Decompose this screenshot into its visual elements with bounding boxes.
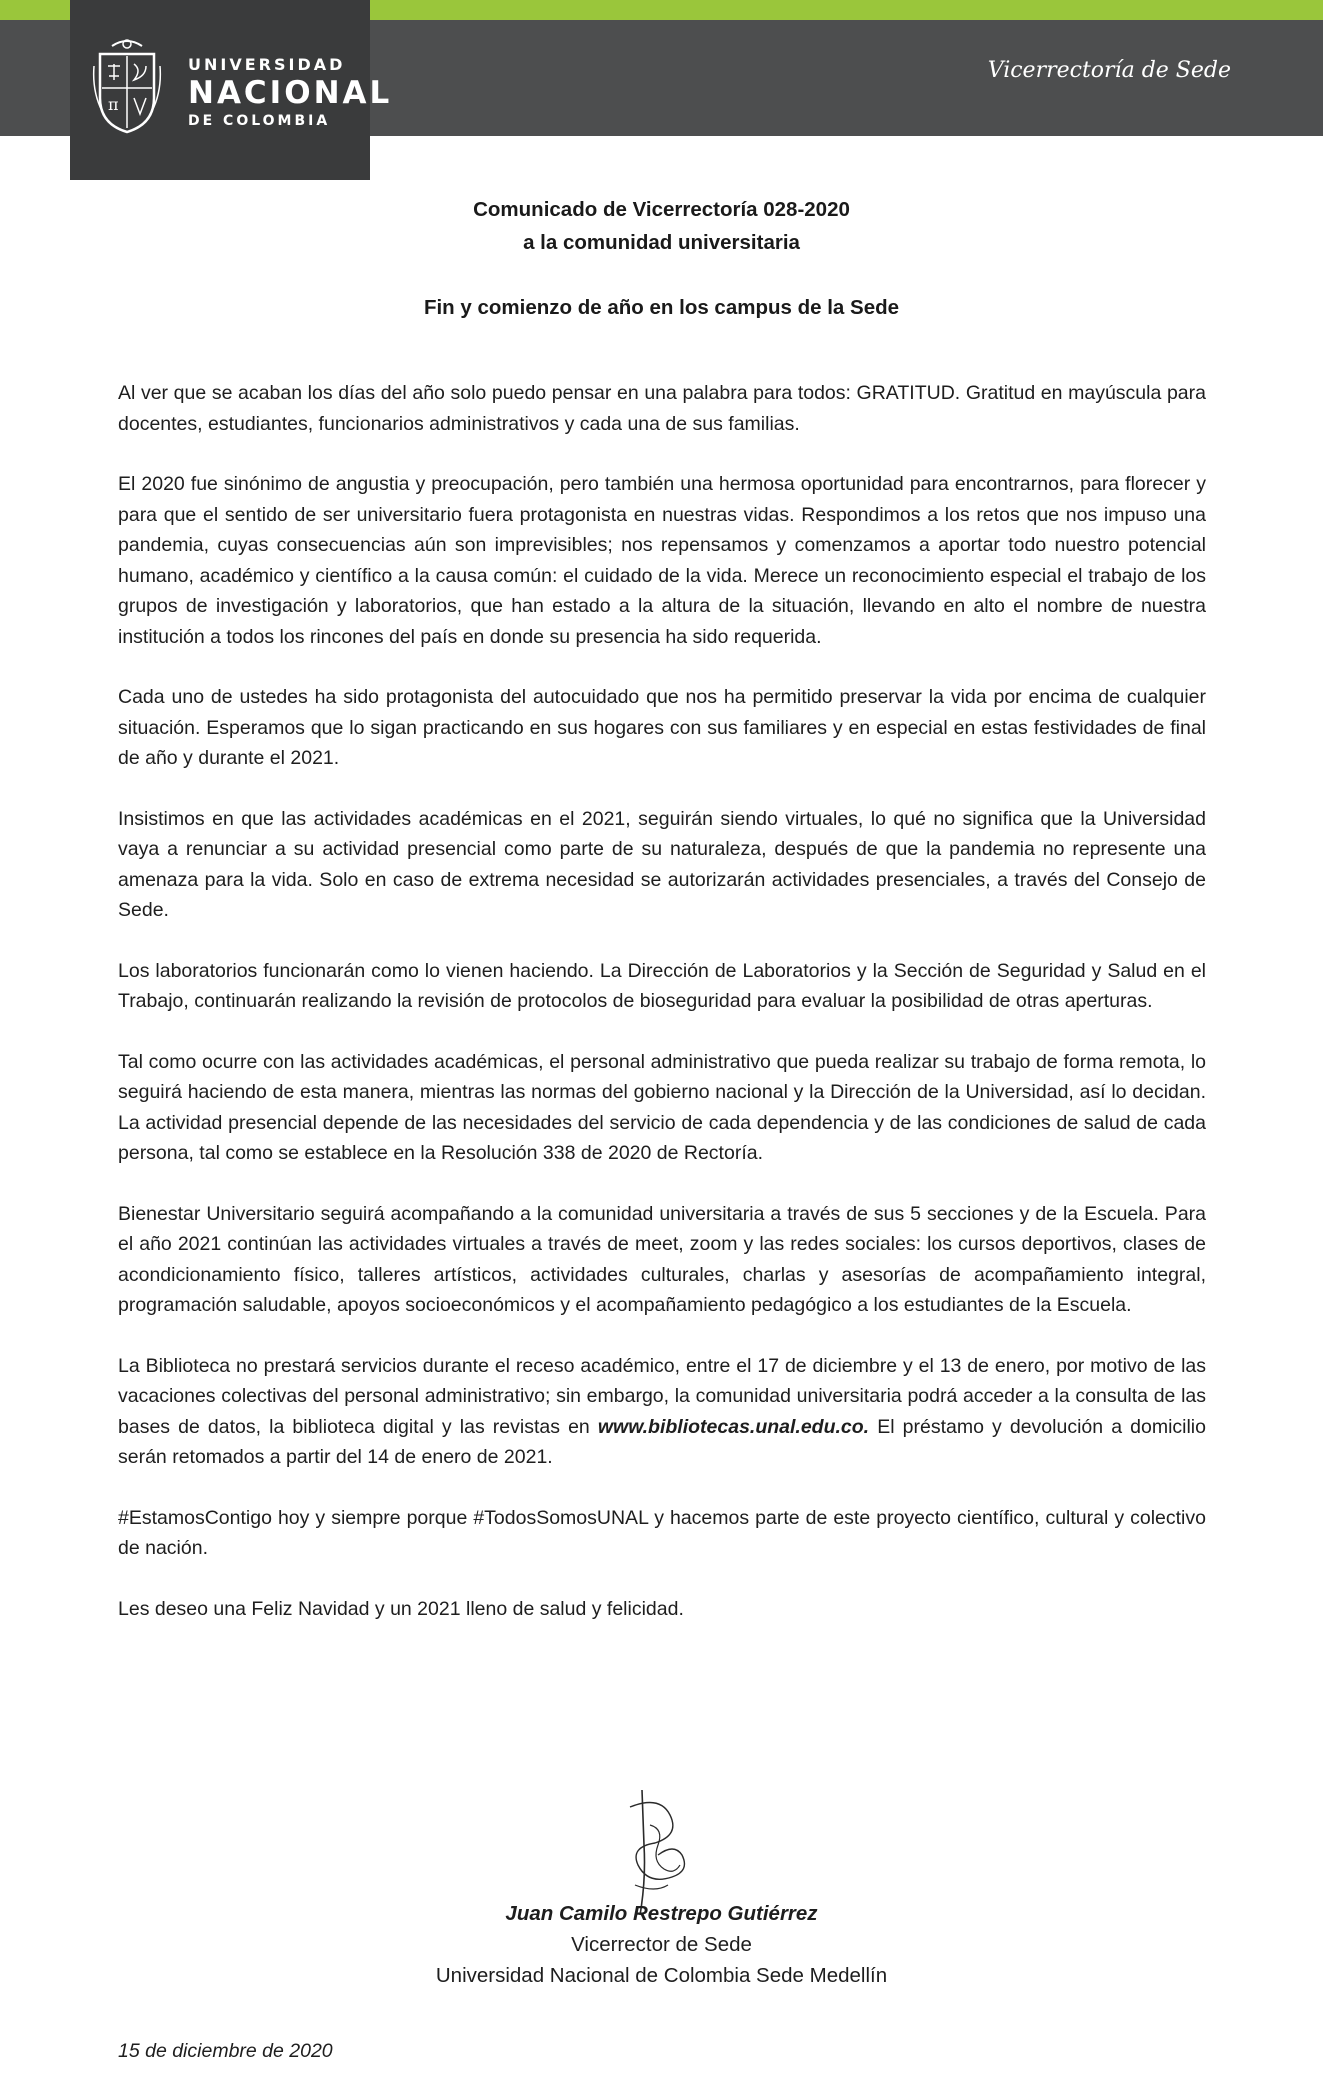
university-line1: UNIVERSIDAD	[188, 55, 346, 74]
paragraph-laboratories: Los laboratorios funcionarán como lo vienen haciendo. La Dirección de Laboratorios y la Sección de Seguridad y Salud en el Trabajo, continuarán realizando la revisión de protocolos de bioseguridad para evaluar la posibilidad de otras aperturas.	[118, 959, 1206, 1012]
svg-text:π: π	[108, 95, 119, 114]
paragraph-academic: Insistimos en que las actividades académicas en el 2021, seguirán siendo virtuales, lo qué no significa que la Universidad vaya a renunciar a su actividad presencial como parte de su naturaleza, después de que la pandemia no represente una amenaza para la vida. Solo en caso de extrema necesidad se autorizarán actividades presenciales, a través del Consejo de Sede.	[118, 807, 1206, 921]
office-name: Vicerrectoría de Sede	[987, 58, 1231, 83]
document-body	[118, 378, 1206, 1654]
document-date: 15 de diciembre de 2020	[118, 2040, 333, 2062]
library-url-link[interactable]: www.bibliotecas.unal.edu.co.	[597, 1415, 870, 1438]
paragraph-library	[118, 1351, 1206, 1473]
university-logo	[70, 0, 393, 180]
signer-name: Juan Camilo Restrepo Gutiérrez	[505, 1902, 818, 1925]
signer-title: Vicerrector de Sede	[571, 1933, 752, 1956]
paragraph-self-care: Cada uno de ustedes ha sido protagonista del autocuidado que nos ha permitido preservar la vida por encima de cualquier situación. Esperamos que lo sigan practicando en sus hogares con sus familiares y en especial en estas festividades de final de año y durante el 2021.	[118, 686, 1206, 769]
university-shield-icon	[92, 36, 162, 136]
paragraph-administrative: Tal como ocurre con las actividades académicas, el personal administrativo que pueda realizar su trabajo de forma remota, lo seguirá haciendo de esta manera, mientras las normas del gobierno nacional y la Dirección de la Universidad, así lo decidan. La actividad presencial depende de las necesidades del servicio de cada dependencia y de las condiciones de salud de cada persona, tal como se establece en la Resolución 338 de 2020 de Rectoría.	[118, 1050, 1206, 1164]
university-wordmark	[188, 55, 392, 129]
document-title-line2: a la comunidad universitaria	[523, 231, 800, 254]
paragraph-hashtags: #EstamosContigo hoy y siempre porque #TodosSomosUNAL y hacemos parte de este proyecto científico, cultural y colectivo de nación.	[118, 1506, 1206, 1559]
signer-institution: Universidad Nacional de Colombia Sede Medellín	[435, 1964, 888, 1987]
paragraph-gratitude: Al ver que se acaban los días del año solo puedo pensar en una palabra para todos: GRATITUD. Gratitud en mayúscula para docentes, estudiantes, funcionarios administrativos y cada una de sus familias.	[118, 382, 1206, 435]
header-bar	[0, 0, 1323, 136]
library-text-end: El préstamo y devolución a domicilio serán retomados a partir del 14 de enero de 2021.	[118, 1415, 1206, 1468]
paragraph-wellbeing: Bienestar Universitario seguirá acompañando a la comunidad universitaria a través de sus 5 secciones y de la Escuela. Para el año 2021 continúan las actividades virtuales a través de meet, zoom y las redes sociales: los cursos deportivos, clases de acondicionamiento físico, talleres artísticos, actividades culturales, charlas y asesorías de acompañamiento integral, programación saludable, apoyos socioeconómicos y el acompañamiento pedagógico a los estudiantes de la Escuela.	[118, 1202, 1206, 1316]
university-line2: NACIONAL	[188, 75, 393, 111]
paragraph-2020: El 2020 fue sinónimo de angustia y preocupación, pero también una hermosa oportunidad para encontrarnos, para florecer y para que el sentido de ser universitario fuera protagonista en nuestras vidas. Respondimos a los retos que nos impuso una pandemia, cuyas consecuencias aún son imprevisibles; nos repensamos y comenzamos a aportar todo nuestro potencial humano, académico y científico a la causa común: el cuidado de la vida. Merece un reconocimiento especial el trabajo de los grupos de investigación y laboratorios, que han estado a la altura de la situación, llevando en alto el nombre de nuestra institución a todos los rincones del país en donde su presencia ha sido requerida.	[118, 473, 1206, 648]
document-title-line1: Comunicado de Vicerrectoría 028-2020	[473, 198, 850, 221]
document-subtitle: Fin y comienzo de año en los campus de la Sede	[423, 296, 900, 319]
paragraph-greeting: Les deseo una Feliz Navidad y un 2021 lleno de salud y felicidad.	[118, 1597, 684, 1620]
university-line3: DE COLOMBIA	[188, 113, 331, 129]
library-text-start: La Biblioteca no prestará servicios durante el receso académico, entre el 17 de diciembre y el 13 de enero, por motivo de las vacaciones colectivas del personal administrativo; sin embargo, la comunidad universitaria podrá acceder a la consulta de las bases de datos, la biblioteca digital y las revistas en	[118, 1354, 1206, 1438]
